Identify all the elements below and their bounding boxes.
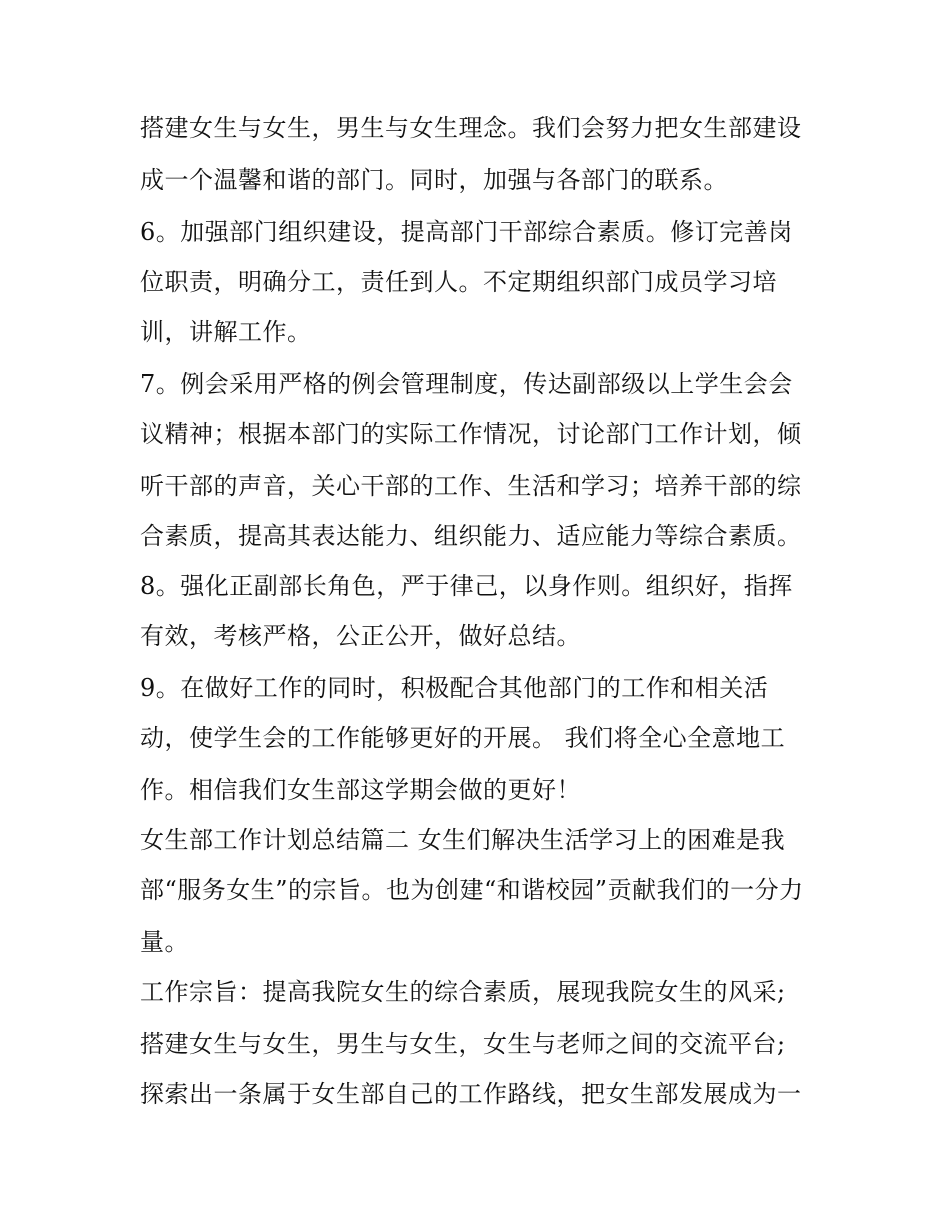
text-line: 有效，考核严格，公正公开，做好总结。 (140, 622, 581, 650)
text-line: 量。 (140, 928, 189, 956)
text-line: 作。相信我们女生部这学期会做的更好！ (140, 776, 581, 804)
text-line: 8。强化正副部长角色，严于律己，以身作则。组织好，指挥 (140, 572, 793, 600)
text-line: 9。在做好工作的同时，积极配合其他部门的工作和相关活 (140, 674, 769, 702)
text-line: 探索出一条属于女生部自己的工作路线，把女生部发展成为一 (140, 1080, 802, 1108)
text-line: 部“服务女生”的宗旨。也为创建“和谐校园”贡献我们的一分力 (140, 876, 804, 904)
text-line: 工作宗旨：提高我院女生的综合素质，展现我院女生的风采; (140, 978, 786, 1006)
text-line: 7。例会采用严格的例会管理制度，传达副部级以上学生会会 (140, 370, 793, 398)
text-line: 搭建女生与女生，男生与女生，女生与老师之间的交流平台; (140, 1030, 786, 1058)
text-line: 位职责，明确分工，责任到人。不定期组织部门成员学习培 (140, 268, 777, 296)
text-line: 训，讲解工作。 (140, 318, 312, 346)
text-line: 议精神；根据本部门的实际工作情况，讨论部门工作计划，倾 (140, 420, 802, 448)
text-line: 搭建女生与女生，男生与女生理念。我们会努力把女生部建设 (140, 114, 802, 142)
text-line: 6。加强部门组织建设，提高部门干部综合素质。修订完善岗 (140, 218, 793, 246)
text-line: 成一个温馨和谐的部门。同时，加强与各部门的联系。 (140, 166, 728, 194)
text-line: 合素质，提高其表达能力、组织能力、适应能力等综合素质。 (140, 522, 802, 550)
text-line: 女生部工作计划总结篇二 女生们解决生活学习上的困难是我 (140, 826, 786, 854)
text-line: 听干部的声音，关心干部的工作、生活和学习；培养干部的综 (140, 472, 802, 500)
text-line: 动，使学生会的工作能够更好的开展。 我们将全心全意地工 (140, 724, 786, 752)
